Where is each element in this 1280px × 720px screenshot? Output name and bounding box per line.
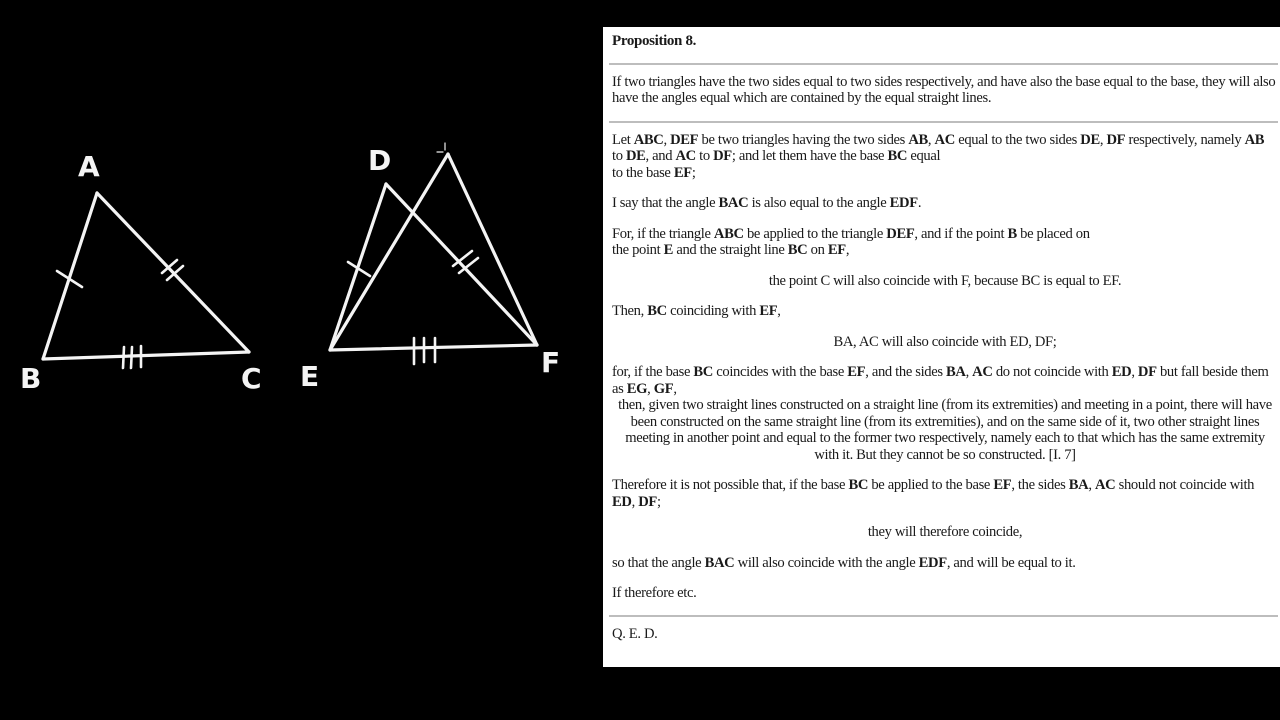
text-segment: BA, AC will also coincide with ED, DF;	[833, 333, 1057, 350]
text-segment: ,	[631, 493, 639, 510]
label-f: F	[541, 346, 561, 379]
text-segment: equal	[907, 148, 941, 164]
label-b: B	[20, 362, 42, 395]
text-segment: ,	[663, 131, 671, 148]
bold-term: BC	[787, 242, 808, 258]
bold-term: EG	[626, 380, 648, 397]
divider	[609, 121, 1278, 123]
text-segment: , and	[645, 148, 676, 164]
bold-term: AB	[1244, 131, 1265, 148]
triangle-diagram	[0, 0, 600, 720]
text-segment: .	[917, 195, 922, 211]
text-segment: Therefore it is not possible that, if the base	[612, 477, 849, 493]
text-segment: so that the angle	[612, 554, 705, 571]
label-d: D	[368, 144, 392, 177]
label-e: E	[300, 360, 320, 393]
text-segment: to	[612, 148, 626, 164]
bold-term: AC	[934, 131, 955, 148]
text-segment: for, if the base	[612, 364, 694, 380]
text-segment: ,	[673, 380, 677, 397]
text-segment: then, given two straight lines constructed on a straight line (from its extremities) and meeting in a point, there will have been constructed on the same straight line (from its extremities), and on the same side of it, two other straight lines meeting in another point and equal to the former two respectively, namely each to that which has the same extremity with it. But they cannot be so constructed. [I. 7]	[618, 397, 1272, 463]
bold-term: AC	[972, 364, 993, 380]
bold-term: DF	[638, 493, 657, 510]
text-segment: coincides with the base	[712, 364, 848, 380]
text-segment: they will therefore coincide,	[867, 524, 1023, 540]
proof-paragraph	[612, 334, 1278, 351]
proof-paragraph	[612, 397, 1278, 463]
text-segment: but fall beside them as	[612, 364, 1269, 397]
side-df	[386, 184, 537, 345]
bold-term: AC	[1094, 477, 1116, 493]
bold-term: AC	[675, 148, 696, 164]
bold-term: E	[663, 242, 674, 258]
text-segment: , and will be equal to it.	[946, 554, 1076, 571]
bold-term: ABC	[713, 225, 744, 242]
bold-term: EDF	[889, 195, 918, 211]
bold-term: AB	[908, 131, 928, 148]
text-segment: be applied to the triangle	[743, 225, 887, 242]
text-segment: ,	[1131, 364, 1138, 380]
bold-term: BC	[647, 303, 667, 319]
bold-term: ED	[1111, 364, 1132, 380]
proof-paragraph	[612, 303, 1278, 320]
bold-term: ABC	[633, 131, 664, 148]
text-segment: For, if the triangle	[612, 225, 714, 242]
text-segment: , and if the point	[914, 225, 1008, 242]
text-segment: If therefore etc.	[612, 585, 697, 601]
text-segment: I say that the angle	[612, 195, 719, 211]
text-segment: coinciding with	[666, 303, 760, 319]
text-segment: equal to the two sides	[954, 131, 1081, 148]
bold-term: DE	[625, 148, 646, 164]
text-segment: ,	[927, 131, 935, 148]
text-segment: should not coincide with	[1115, 477, 1255, 493]
bold-term: DF	[1106, 131, 1126, 148]
text-segment: ;	[656, 493, 661, 510]
bold-term: BA	[945, 364, 966, 380]
text-segment: Let	[612, 131, 634, 148]
text-segment: , and the sides	[865, 364, 946, 380]
side-ac	[97, 193, 249, 352]
text-segment: ,	[965, 364, 973, 380]
proof-paragraph	[612, 585, 1278, 602]
text-segment: will also coincide with the angle	[734, 554, 919, 571]
bold-term: BAC	[704, 554, 735, 571]
bold-term: EF	[847, 364, 866, 380]
crosshair-cursor-icon	[437, 143, 445, 152]
text-segment: do not coincide with	[992, 364, 1112, 380]
proof-paragraph	[612, 524, 1278, 541]
bold-term: ED	[612, 493, 632, 510]
bold-term: DEF	[670, 131, 699, 148]
divider	[609, 63, 1278, 65]
bold-term: DEF	[886, 225, 915, 242]
text-segment: is also equal to the angle	[748, 195, 890, 211]
proof-paragraph	[612, 195, 1278, 212]
triangle-def	[300, 144, 560, 393]
label-a: A	[78, 150, 100, 183]
proof-paragraph	[612, 273, 1278, 290]
text-segment: ,	[777, 303, 781, 319]
text-segment: , the sides	[1011, 477, 1069, 493]
text-segment: respectively, namely	[1125, 131, 1245, 148]
proposition-title: Proposition 8.	[612, 33, 697, 49]
triangle-abc	[20, 150, 262, 395]
proof-paragraph	[612, 364, 1278, 397]
text-segment: on	[807, 242, 828, 258]
proof-body	[612, 132, 1278, 602]
text-segment: to the base	[612, 164, 674, 181]
proof-paragraph	[612, 226, 1278, 259]
side-ab	[43, 193, 97, 359]
bold-term: EF	[827, 242, 846, 258]
bold-term: B	[1007, 225, 1017, 242]
bold-term: EF	[993, 477, 1012, 493]
text-segment: the point	[612, 242, 664, 258]
text-segment: and the straight line	[673, 242, 788, 258]
bold-term: EDF	[918, 554, 947, 571]
bold-term: EF	[759, 303, 778, 319]
qed-text: Q. E. D.	[612, 625, 658, 642]
text-segment: to	[695, 148, 714, 164]
proof-paragraph	[612, 477, 1278, 510]
proof-paragraph	[612, 132, 1278, 182]
bold-term: DF	[1137, 364, 1157, 380]
text-segment: ; and let them have the base	[731, 148, 888, 164]
tick-mark-bc-2	[131, 347, 132, 368]
side-eg	[330, 154, 448, 350]
bold-term: GF	[653, 380, 674, 397]
proposition-panel	[603, 27, 1280, 667]
proof-paragraph	[612, 555, 1278, 572]
bold-term: BC	[848, 477, 869, 493]
divider	[609, 615, 1278, 617]
bold-term: BA	[1068, 477, 1089, 493]
enunciation: If two triangles have the two sides equal to two sides respectively, and have also the base equal to the base, they will also have the angles equal which are contained by the equal straight lines.	[612, 73, 1276, 106]
text-segment: ,	[647, 380, 654, 397]
text-segment: the point C will also coincide with F, because BC is equal to EF.	[768, 272, 1122, 289]
text-segment: ,	[845, 242, 850, 258]
text-segment: be applied to the base	[868, 477, 994, 493]
bold-term: BC	[693, 364, 713, 380]
side-bc	[43, 352, 249, 359]
text-segment: be two triangles having the two sides	[698, 131, 909, 148]
text-segment: ;	[691, 164, 696, 181]
bold-term: BAC	[718, 195, 749, 211]
bold-term: DE	[1080, 131, 1100, 148]
text-segment: ,	[1088, 477, 1095, 493]
tick-mark-bc-1	[123, 347, 124, 368]
text-segment: be placed on	[1016, 225, 1090, 242]
bold-term: EF	[673, 164, 692, 181]
side-ef	[330, 345, 537, 350]
text-segment: Then,	[612, 303, 648, 319]
bold-term: BC	[887, 148, 908, 164]
side-gf	[448, 154, 537, 345]
text-segment: ,	[1099, 131, 1107, 148]
bold-term: DF	[713, 148, 732, 164]
label-c: C	[241, 362, 262, 395]
